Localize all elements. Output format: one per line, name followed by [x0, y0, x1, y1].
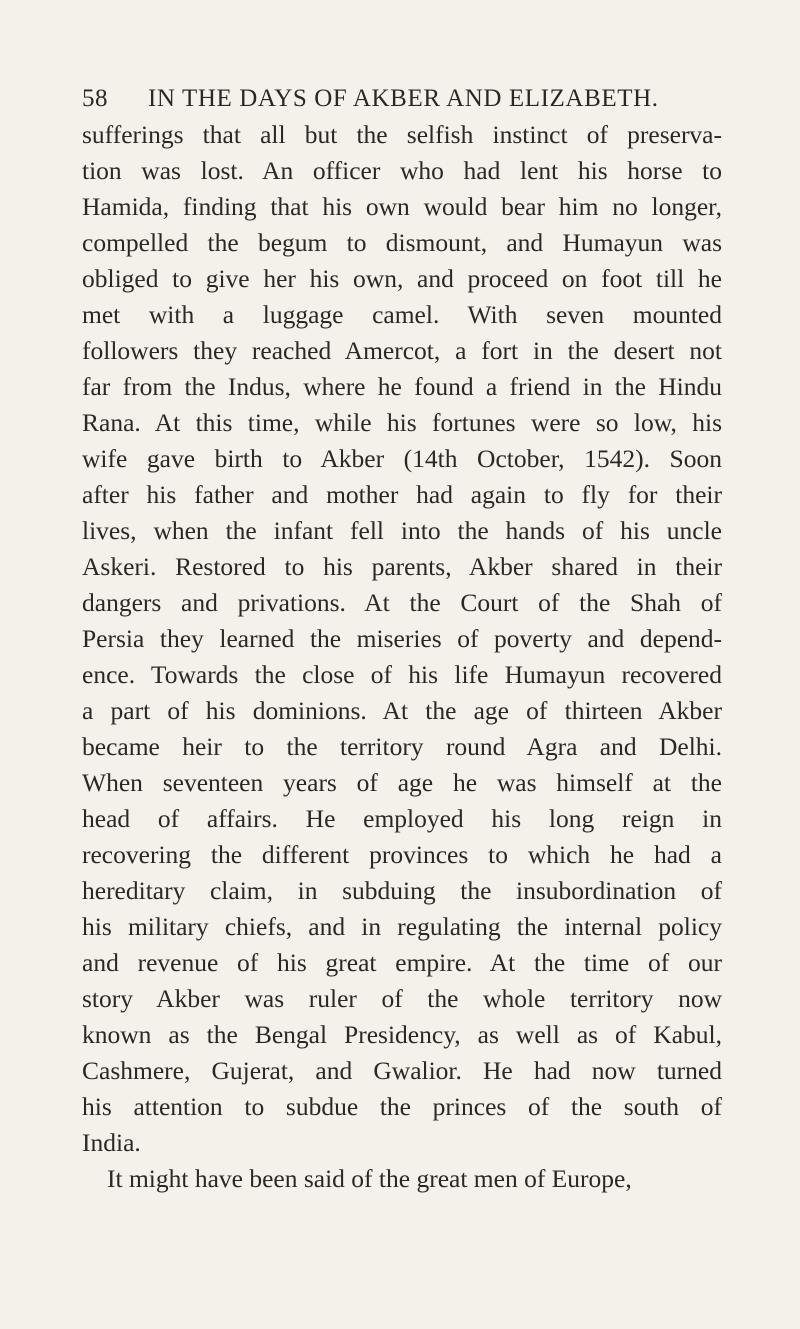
text-line: ence. Towards the close of his life Humayun recovered: [82, 660, 722, 689]
body-text: [82, 117, 722, 1197]
running-head: [82, 82, 682, 116]
text-line: dangers and privations. At the Court of the Shah of: [82, 588, 722, 617]
text-line: followers they reached Amercot, a fort in the desert not: [82, 336, 722, 365]
text-line: known as the Bengal Presidency, as well as of Kabul,: [82, 1020, 722, 1049]
text-line: his attention to subdue the princes of the south of: [82, 1092, 722, 1121]
text-line: met with a luggage camel. With seven mounted: [82, 300, 722, 329]
running-title: IN THE DAYS OF AKBER AND ELIZABETH.: [148, 85, 659, 112]
text-line: Persia they learned the miseries of poverty and depend-: [82, 624, 722, 653]
text-line: tion was lost. An officer who had lent his horse to: [82, 156, 722, 185]
text-line-paragraph-start: It might have been said of the great men of Europe,: [107, 1164, 632, 1193]
text-line: lives, when the infant fell into the hands of his uncle: [82, 516, 722, 545]
text-line: his military chiefs, and in regulating the internal policy: [82, 912, 722, 941]
text-line: sufferings that all but the selfish instinct of preserva-: [82, 120, 722, 149]
text-line: wife gave birth to Akber (14th October, 1542). Soon: [82, 444, 722, 473]
text-line: Hamida, finding that his own would bear him no longer,: [82, 192, 722, 221]
text-line: When seventeen years of age he was himself at the: [82, 768, 722, 797]
text-line: compelled the begum to dismount, and Humayun was: [82, 228, 722, 257]
page-number: 58: [82, 85, 108, 112]
text-line: became heir to the territory round Agra and Delhi.: [82, 732, 722, 761]
text-line: recovering the different provinces to which he had a: [82, 840, 722, 869]
text-line: Rana. At this time, while his fortunes were so low, his: [82, 408, 722, 437]
text-line: story Akber was ruler of the whole territory now: [82, 984, 722, 1013]
text-line: after his father and mother had again to fly for their: [82, 480, 722, 509]
text-line: Cashmere, Gujerat, and Gwalior. He had now turned: [82, 1056, 722, 1085]
text-line: and revenue of his great empire. At the time of our: [82, 948, 722, 977]
text-line: a part of his dominions. At the age of thirteen Akber: [82, 696, 722, 725]
text-line: far from the Indus, where he found a friend in the Hindu: [82, 372, 722, 401]
text-line: hereditary claim, in subduing the insubordination of: [82, 876, 722, 905]
text-line: head of affairs. He employed his long reign in: [82, 804, 722, 833]
text-line: Askeri. Restored to his parents, Akber shared in their: [82, 552, 722, 581]
text-line-paragraph-end: India.: [82, 1128, 141, 1157]
text-line: obliged to give her his own, and proceed on foot till he: [82, 264, 722, 293]
